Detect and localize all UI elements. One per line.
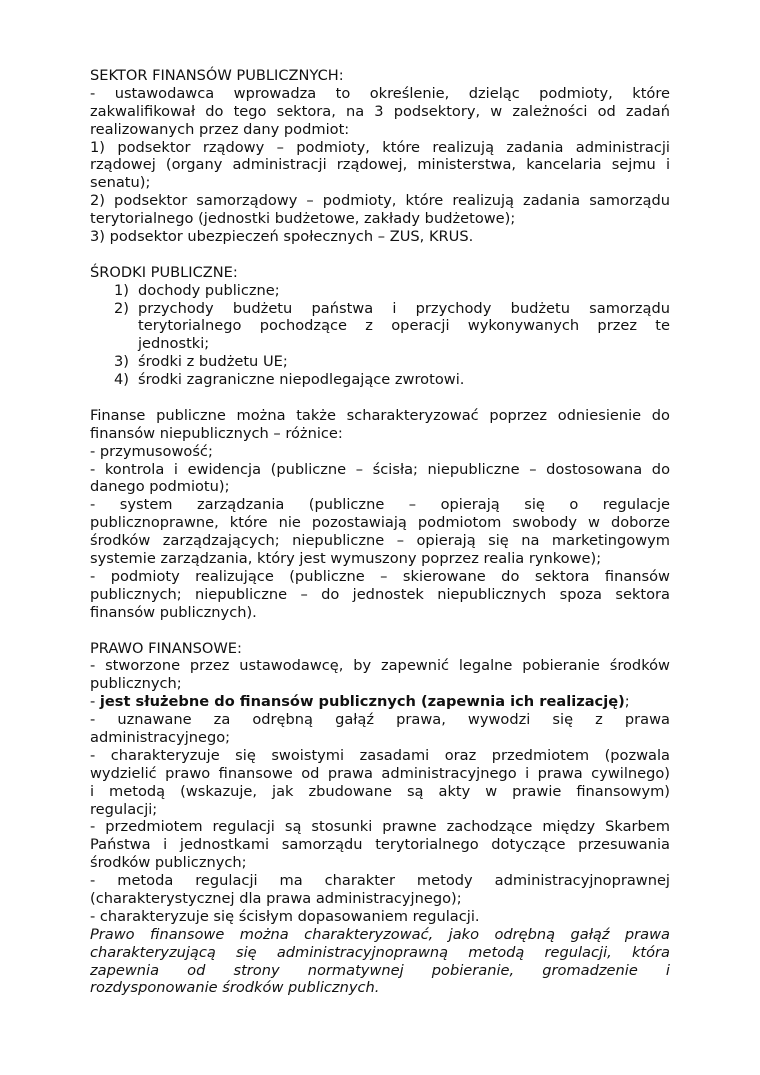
paragraph-line: - charakteryzuje się ścisłym dopasowaniem regulacji. [90, 907, 480, 925]
paragraph-line: rządowej (organy administracji rządowej, ministerstwa, kancelaria sejmu i [90, 156, 670, 174]
paragraph-line: środków publicznych; [90, 854, 247, 872]
section-heading-sektor: SEKTOR FINANSÓW PUBLICZNYCH: [90, 67, 344, 84]
blank-line [90, 389, 670, 407]
bold-text: jest służebne do finansów publicznych (zapewnia ich realizację) [99, 693, 625, 711]
paragraph-line: publicznych; niepubliczne – do jednostek niepublicznych spoza sektora [90, 585, 670, 603]
paragraph-line: - przedmiotem regulacji są stosunki prawne zachodzące między Skarbem [90, 818, 670, 836]
blank-line [90, 246, 670, 264]
italic-line: Prawo finansowe można charakteryzować, jako odrębną gałąź prawa [90, 925, 670, 943]
paragraph-line: - system zarządzania (publiczne – opierają się o regulacje [90, 496, 670, 514]
section-heading-prawo: PRAWO FINANSOWE: [90, 639, 242, 657]
italic-line: charakteryzującą się administracyjnoprawną metodą regulacji, która [90, 943, 670, 961]
paragraph-line: Państwa i jednostkami samorządu terytorialnego dotyczące przesuwania [90, 836, 670, 854]
paragraph-line: (charakterystycznej dla prawa administracyjnego); [90, 889, 462, 907]
paragraph-line: Finanse publiczne można także scharakteryzować poprzez odniesienie do [90, 406, 670, 424]
list-item [90, 353, 670, 371]
paragraph-line: 3) podsektor ubezpieczeń społecznych – ZUS, KRUS. [90, 228, 474, 246]
paragraph-line: 2) podsektor samorządowy – podmioty, które realizują zadania samorządu [90, 192, 670, 210]
paragraph-line: - podmioty realizujące (publiczne – skierowane do sektora finansów [90, 567, 670, 585]
list-item [90, 371, 670, 389]
bold-suffix: ; [624, 693, 630, 711]
paragraph-line: finansów publicznych). [90, 603, 257, 621]
list-item-continuation: jednostki; [138, 335, 210, 353]
paragraph-line: systemie zarządzania, który jest wymuszony poprzez realia rynkowe); [90, 550, 602, 568]
paragraph-line: senatu); [90, 174, 151, 192]
list-number: 1) [114, 281, 129, 299]
list-item-continuation: terytorialnego pochodzące z operacji wykonywanych przez te [138, 317, 670, 335]
paragraph-line: finansów niepublicznych – różnice: [90, 424, 343, 442]
paragraph-line: terytorialnego (jednostki budżetowe, zakłady budżetowe); [90, 210, 516, 228]
paragraph-line: 1) podsektor rządowy – podmioty, które realizują zadania administracji [90, 138, 670, 156]
blank-line [90, 622, 670, 640]
paragraph-line: - kontrola i ewidencja (publiczne – ścisła; niepubliczne – dostosowana do [90, 460, 670, 478]
section-heading-srodki: ŚRODKI PUBLICZNE: [90, 263, 238, 281]
list-item-text: środki zagraniczne niepodlegające zwrotowi. [138, 371, 465, 389]
list-item-text: środki z budżetu UE; [138, 353, 288, 371]
paragraph-line: - ustawodawca wprowadza to określenie, dzieląc podmioty, które [90, 84, 670, 102]
paragraph-line: - stworzone przez ustawodawcę, by zapewnić legalne pobieranie środków [90, 657, 670, 675]
document-page [90, 67, 670, 997]
paragraph-line: regulacji; [90, 800, 158, 818]
paragraph-line: realizowanych przez dany podmiot: [90, 120, 350, 138]
paragraph-line: administracyjnego; [90, 728, 231, 746]
paragraph-line: wydzielić prawo finansowe od prawa administracyjnego i prawa cywilnego) [90, 764, 670, 782]
list-item-text: przychody budżetu państwa i przychody budżetu samorządu [138, 299, 670, 317]
paragraph-line: środków zarządzających; niepubliczne – opierają się na marketingowym [90, 532, 670, 550]
paragraph-line: zakwalifikował do tego sektora, na 3 podsektory, w zależności od zadań [90, 102, 670, 120]
italic-line: rozdysponowanie środków publicznych. [90, 979, 380, 997]
italic-line: zapewnia od strony normatywnej pobieranie, gromadzenie i [90, 961, 670, 979]
paragraph-line: publicznych; [90, 675, 182, 693]
list-item [90, 282, 670, 300]
paragraph-line: danego podmiotu); [90, 478, 230, 496]
paragraph-line: - charakteryzuje się swoistymi zasadami oraz przedmiotem (pozwala [90, 746, 670, 764]
paragraph-line: - przymusowość; [90, 442, 213, 460]
paragraph-line: - metoda regulacji ma charakter metody administracyjnoprawnej [90, 872, 670, 890]
list-number: 3) [114, 353, 129, 371]
list-number: 4) [114, 371, 129, 389]
bold-statement [90, 693, 670, 711]
list-item [90, 300, 670, 318]
list-item-text: dochody publiczne; [138, 281, 280, 299]
paragraph-line: publicznoprawne, które nie pozostawiają podmiotom swobody w doborze [90, 514, 670, 532]
paragraph-line: i metodą (wskazuje, jak zbudowane są akty w prawie finansowym) [90, 782, 670, 800]
paragraph-line: - uznawane za odrębną gałąź prawa, wywodzi się z prawa [90, 711, 670, 729]
list-number: 2) [114, 299, 129, 317]
bold-prefix: - [90, 693, 100, 711]
